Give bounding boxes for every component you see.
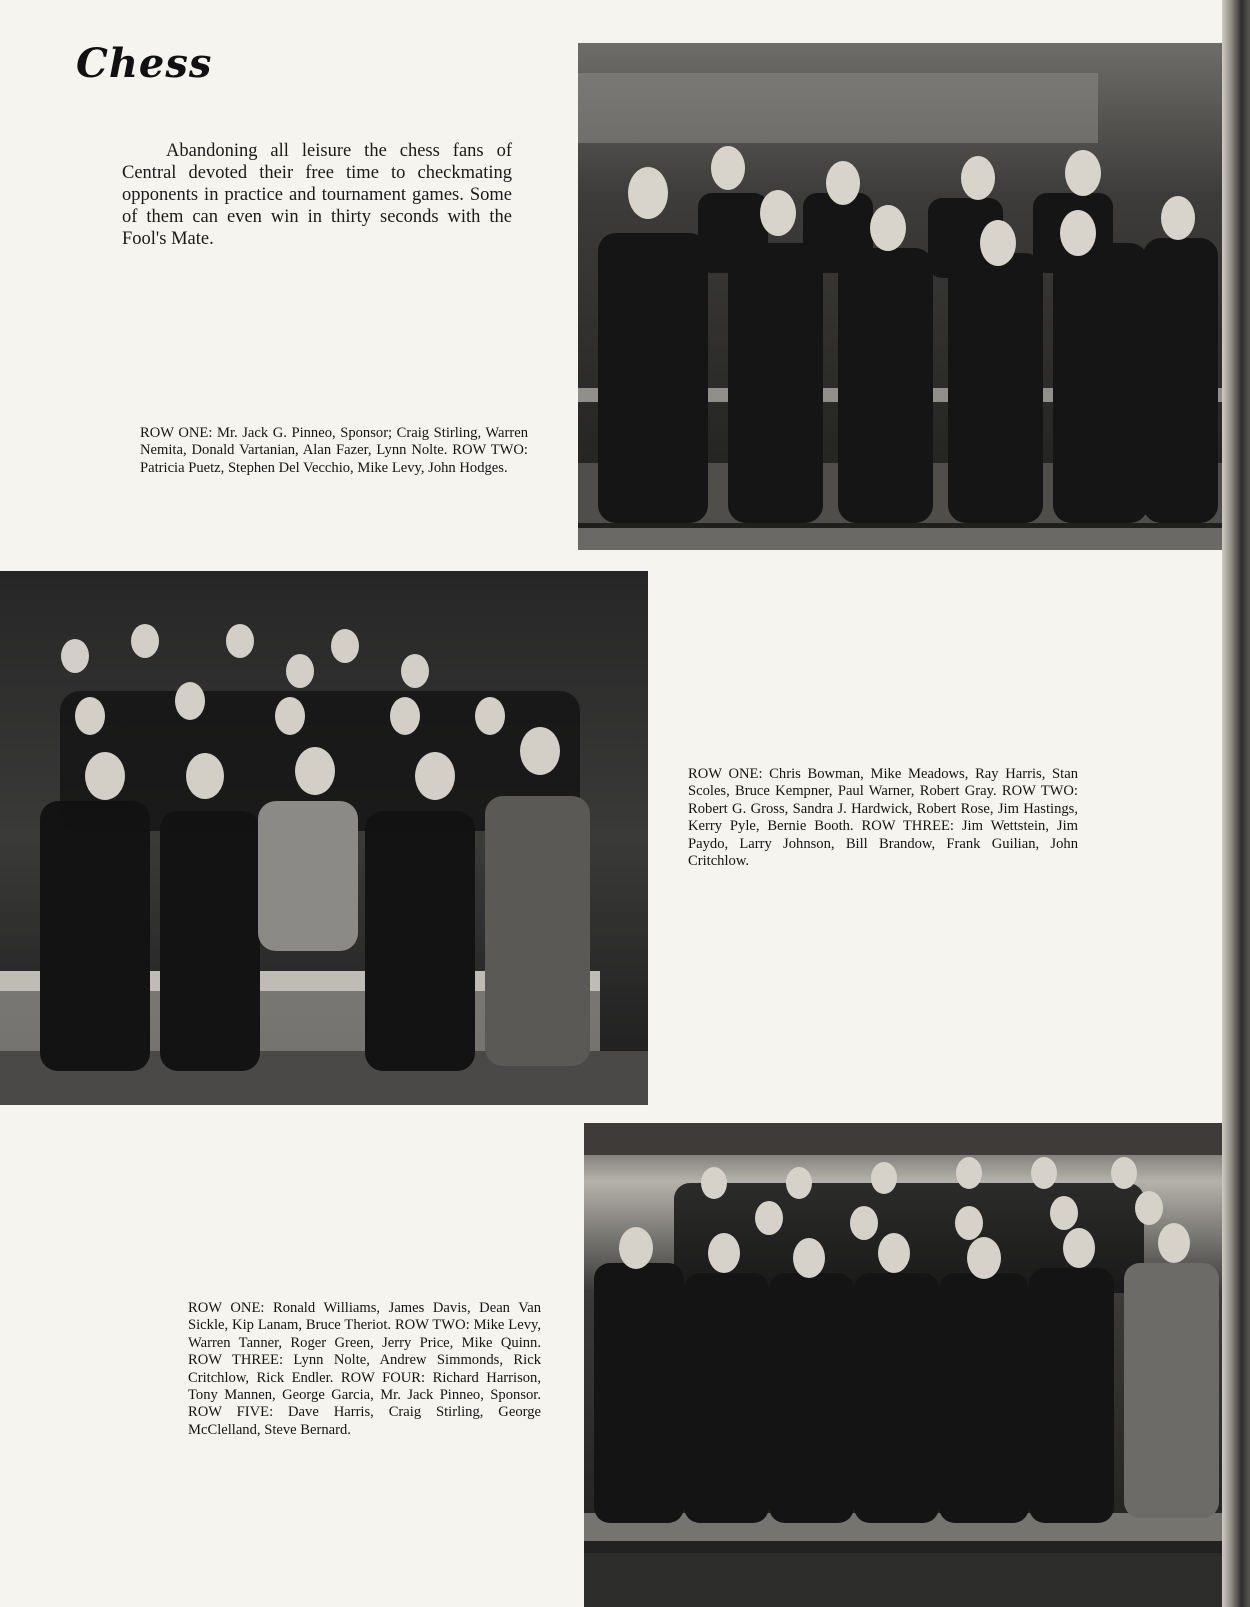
intro-paragraph: Abandoning all leisure the chess fans of Central devoted their free time to checkmating opponents in practice and tournament games. Some of them can even win in thirty seconds with the Fool's Mate. [122,141,512,249]
group-photo-1 [578,43,1222,550]
photo-3-caption: ROW ONE: Ronald Williams, James Davis, Dean Van Sickle, Kip Lanam, Bruce Theriot. ROW TWO: Mike Levy, Warren Tanner, Roger Green, Jerry Price, Mike Quinn. ROW THREE: Lynn Nolte, Andrew Simmonds, Rick Critchlow, Rick Endler. ROW FOUR: Richard Harrison, Tony Mannen, George Garcia, Mr. Jack Pinneo, Sponsor. ROW FIVE: Dave Harris, Craig Stirling, George McClelland, Steve Bernard. [188,1300,541,1438]
group-photo-2 [0,571,648,1105]
photo-1-caption: ROW ONE: Mr. Jack G. Pinneo, Sponsor; Craig Stirling, Warren Nemita, Donald Vartanian, Alan Fazer, Lynn Nolte. ROW TWO: Patricia Puetz, Stephen Del Vecchio, Mike Levy, John Hodges. [140,425,528,476]
page-title: Chess [76,40,213,87]
photo-2-caption: ROW ONE: Chris Bowman, Mike Meadows, Ray Harris, Stan Scoles, Bruce Kempner, Paul Warner, Robert Gray. ROW TWO: Robert G. Gross, Sandra J. Hardwick, Robert Rose, Jim Hastings, Kerry Pyle, Bernie Booth. ROW THREE: Jim Wettstein, Jim Paydo, Larry Johnson, Bill Brandow, Frank Guilian, John Critchlow. [688,766,1078,870]
group-photo-3 [584,1123,1222,1607]
page-gutter-shadow [1222,0,1250,1607]
